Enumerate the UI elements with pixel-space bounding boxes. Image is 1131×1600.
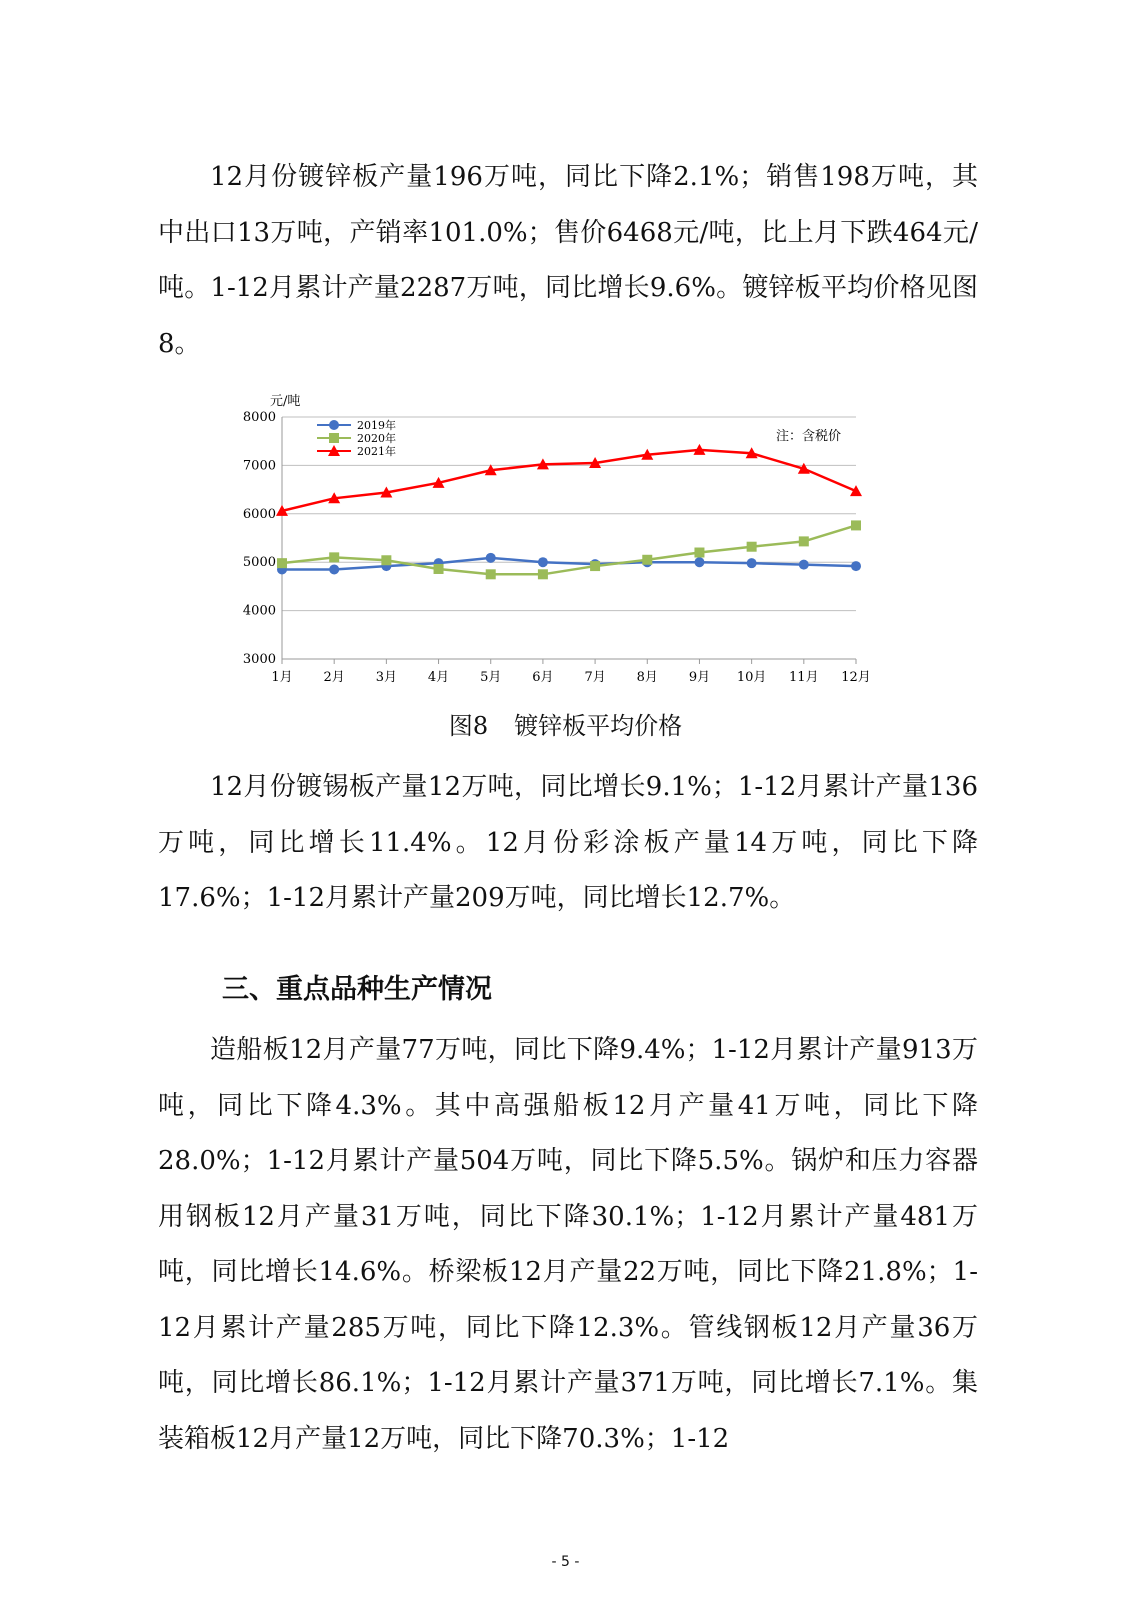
chart-note: 注：含税价	[776, 429, 842, 444]
keyword-container-plate: 集装箱板	[158, 1368, 978, 1454]
keyword-boiler-vessel-plate: 锅炉和压力容器用钢板	[158, 1146, 978, 1232]
legend-swatch-marker	[329, 433, 339, 443]
data-point	[277, 558, 287, 568]
x-tick-label: 1月	[271, 670, 293, 685]
data-point	[747, 558, 757, 568]
data-point	[486, 569, 496, 579]
data-point	[747, 542, 757, 552]
y-tick-label: 8000	[242, 410, 276, 425]
data-point	[851, 561, 861, 571]
chart-legend	[317, 418, 396, 458]
x-tick-label: 5月	[480, 670, 502, 685]
page-number: - 5 -	[551, 1554, 580, 1570]
text-container-plate: 12月产量12万吨，同比下降70.3%；1-12	[236, 1423, 730, 1454]
x-tick-label: 7月	[584, 670, 606, 685]
y-tick-label: 6000	[242, 506, 276, 522]
data-point	[799, 560, 809, 570]
data-point	[799, 536, 809, 546]
paragraph-galvanized-sheet: 12月份镀锌板产量196万吨，同比下降2.1%；销售198万吨，其中出口13万吨，产销率101.0%；售价6468元/吨，比上月下跌464元/吨。1-12月累计产量2287万吨，同比增长9.6%。镀锌板平均价格见图8。	[158, 162, 978, 359]
paragraph-key-products	[158, 1023, 978, 1467]
data-point	[538, 557, 548, 567]
x-tick-label: 8月	[636, 670, 658, 685]
data-point	[851, 520, 861, 530]
figure-caption	[0, 706, 1131, 746]
keyword-pipeline-plate: 管线钢板	[688, 1312, 800, 1343]
legend-label: 2019年	[357, 419, 396, 432]
text-pipeline-plate: 12月产量36万吨，同比增长86.1%；1-12月累计产量371万吨，同比增长7.1%。	[158, 1312, 978, 1398]
figure-number: 图8	[448, 712, 489, 740]
data-point	[694, 548, 704, 558]
data-point	[642, 555, 652, 565]
y-tick-label: 5000	[242, 555, 276, 571]
y-tick-label: 4000	[242, 603, 276, 619]
y-tick-labels	[243, 410, 276, 667]
text-boiler-vessel-plate: 12月产量31万吨，同比下降30.1%；1-12月累计产量481万吨，同比增长14.6%。	[158, 1201, 978, 1287]
section-heading: 三、重点品种生产情况	[222, 974, 492, 1005]
x-tick-labels	[271, 659, 870, 685]
x-tick-label: 4月	[427, 670, 450, 685]
y-tick-label: 3000	[242, 652, 276, 667]
x-tick-label: 6月	[532, 670, 554, 685]
figure-title: 镀锌板平均价格	[514, 712, 683, 740]
y-axis-unit-label: 元/吨	[270, 394, 301, 409]
data-point	[381, 555, 391, 565]
legend-swatch-marker	[329, 420, 339, 430]
x-tick-label: 12月	[841, 670, 871, 685]
data-point	[486, 553, 496, 563]
x-tick-label: 3月	[375, 670, 398, 685]
text-bridge-plate: 12月产量22万吨，同比下降21.8%；1-12月累计产量285万吨，同比下降12.3%。	[158, 1257, 978, 1343]
text-shipbuilding-plate: 12月产量77万吨，同比下降9.4%；1-12月累计产量913万吨，同比下降4.3%。其中高强船板12月产量41万吨，同比下降28.0%；1-12月累计产量504万吨，同比下降5.5%。	[158, 1035, 978, 1176]
chart-series	[276, 444, 862, 579]
x-tick-label: 2月	[323, 670, 345, 685]
data-point	[329, 552, 339, 562]
data-point	[329, 564, 339, 574]
galvanized-price-chart	[220, 390, 880, 702]
keyword-bridge-plate: 桥梁板	[428, 1257, 509, 1287]
x-tick-label: 9月	[688, 670, 711, 685]
keyword-shipbuilding-plate: 造船板	[210, 1035, 290, 1065]
series-line	[282, 450, 856, 511]
x-tick-label: 11月	[789, 670, 819, 685]
x-tick-label: 10月	[736, 670, 767, 685]
legend-label: 2020年	[357, 432, 396, 445]
data-point	[434, 564, 444, 574]
paragraph-tinplate-coated: 12月份镀锡板产量12万吨，同比增长9.1%；1-12月累计产量136万吨，同比增长11.4%。12月份彩涂板产量14万吨，同比下降17.6%；1-12月累计产量209万吨，同比增长12.7%。	[158, 772, 978, 913]
legend-label: 2021年	[357, 445, 396, 458]
data-point	[694, 557, 704, 567]
y-tick-label: 7000	[242, 458, 276, 474]
series-2020年	[277, 520, 861, 579]
data-point	[590, 561, 600, 571]
data-point	[538, 569, 548, 579]
